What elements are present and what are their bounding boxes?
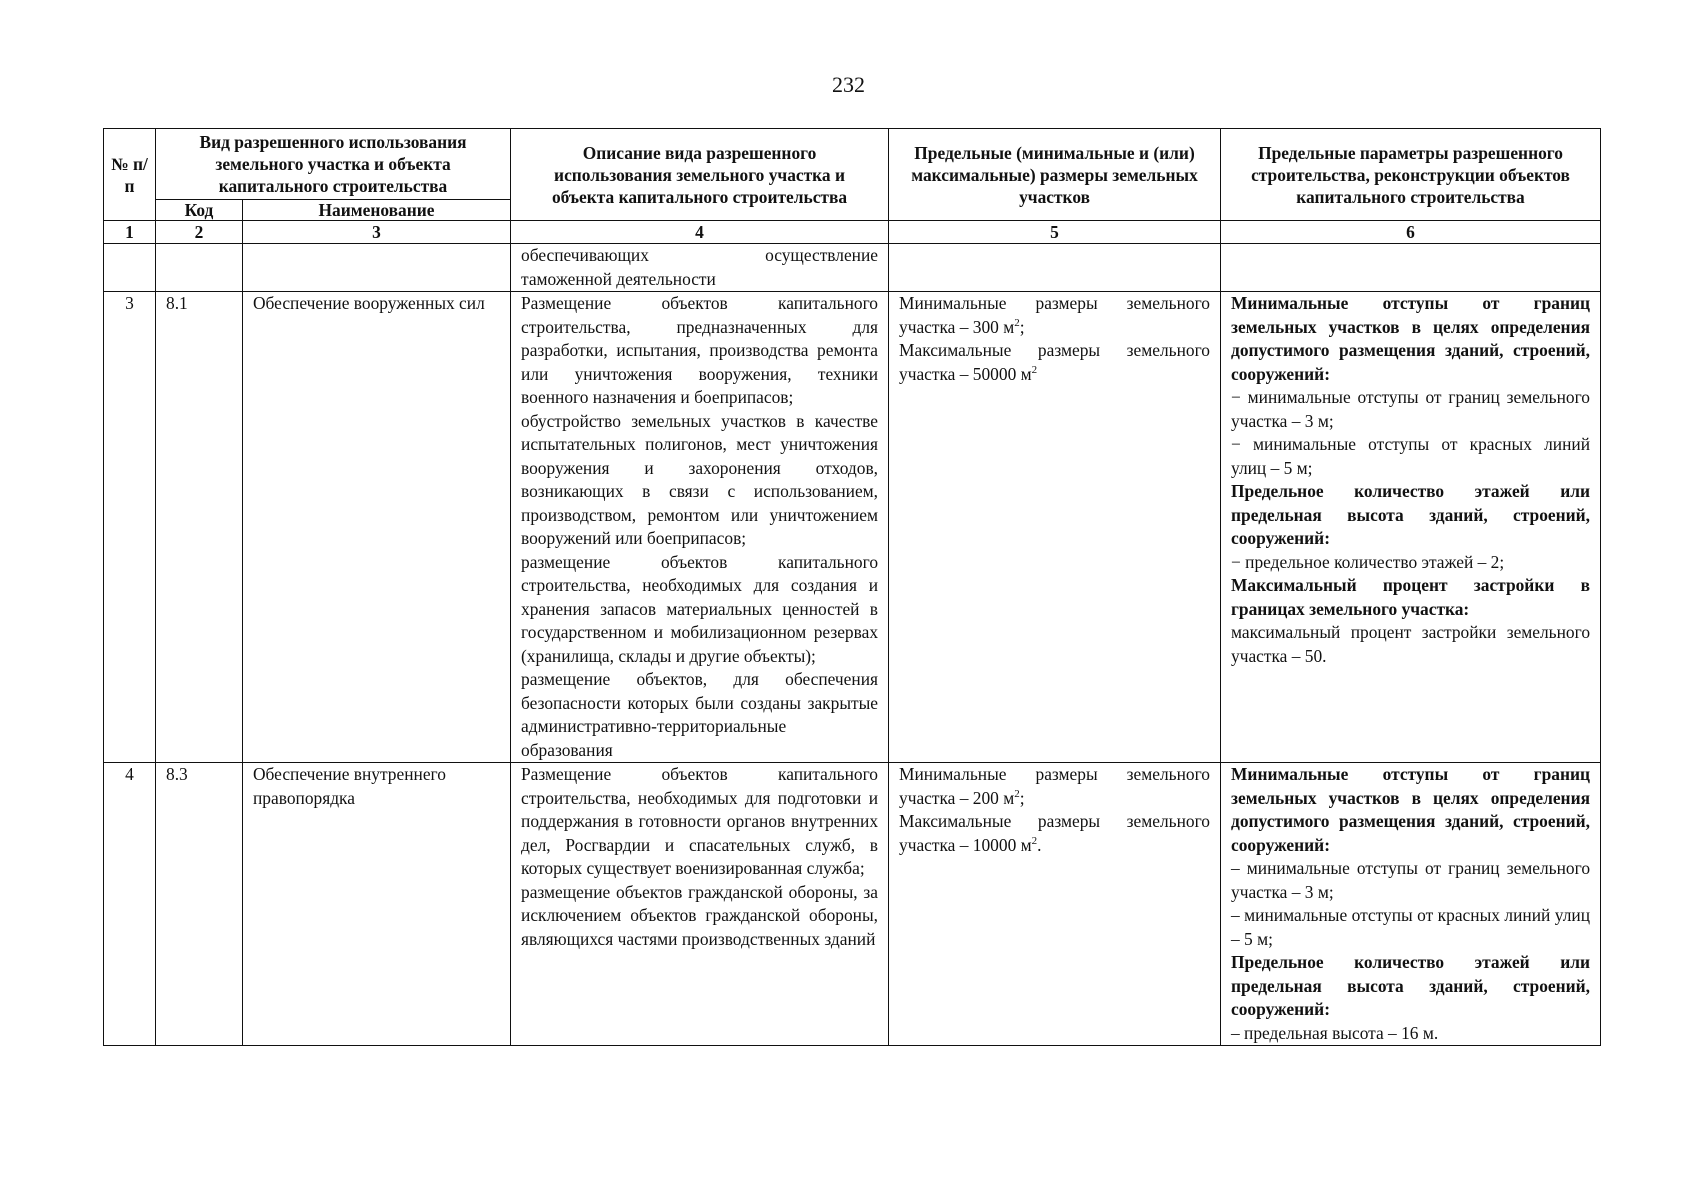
cell-sizes <box>889 763 1221 1046</box>
column-number: 1 <box>104 221 156 244</box>
cell-description <box>511 292 889 763</box>
header-code: Код <box>156 200 243 221</box>
params-heading: Предельное количество этажей или предельная высота зданий, строений, сооружений: <box>1231 952 1591 1019</box>
cell-description <box>511 244 889 292</box>
params-heading: Предельное количество этажей или предельная высота зданий, строений, сооружений: <box>1231 481 1591 548</box>
header-name: Наименование <box>243 200 511 221</box>
header-row-1 <box>104 129 1601 200</box>
params-item: − минимальные отступы от границ земельного участка – 3 м; <box>1231 387 1591 431</box>
description-paragraph: размещение объектов капитального строительства, необходимых для создания и хранения запасов материальных ценностей в государственном и мобилизационном резервах (хранилища, склады и другие объекты); <box>521 551 879 666</box>
params-item: – минимальные отступы от красных линий улиц – 5 м; <box>1231 905 1591 949</box>
params-item: − минимальные отступы от красных линий улиц – 5 м; <box>1231 434 1591 478</box>
min-size-text: Минимальные размеры земельного участка – 300 $м^2$; <box>899 293 1211 337</box>
table-row <box>104 292 1601 763</box>
cell-sizes <box>889 292 1221 763</box>
params-heading: Максимальный процент застройки в границах земельного участка: <box>1231 575 1591 619</box>
page-number: 232 <box>832 72 865 97</box>
column-number: 3 <box>243 221 511 244</box>
min-size-text: Минимальные размеры земельного участка – 200 $м^2$; <box>899 764 1211 808</box>
header-description: Описание вида разрешенного использования земельного участка и объекта капитального строительства <box>511 129 889 221</box>
header-params: Предельные параметры разрешенного строительства, реконструкции объектов капитального строительства <box>1221 129 1601 221</box>
column-number: 6 <box>1221 221 1601 244</box>
params-item: − предельное количество этажей – 2; <box>1231 551 1505 572</box>
cell-num: 4 <box>104 763 156 1046</box>
table-row <box>104 763 1601 1046</box>
description-text: обеспечивающих осуществление <box>521 245 879 265</box>
cell-params <box>1221 292 1601 763</box>
cell-sizes <box>889 244 1221 292</box>
column-number: 5 <box>889 221 1221 244</box>
params-item: максимальный процент застройки земельного участка – 50. <box>1231 622 1591 666</box>
description-paragraph: Размещение объектов капитального строительства, предназначенных для разработки, испытания, производства ремонта или уничтожения вооружения, техники военного назначения и боеприпасов; <box>521 293 879 407</box>
cell-num: 3 <box>104 292 156 763</box>
cell-num <box>104 244 156 292</box>
header-num: № п/п <box>104 129 156 221</box>
table-row <box>104 244 1601 292</box>
max-size-text: Максимальные размеры земельного участка – 10000 $м^2$. <box>899 811 1211 855</box>
description-paragraph: обустройство земельных участков в качестве испытательных полигонов, мест уничтожения вооружения и захоронения отходов, возникающих в связи с использованием, производством, ремонтом или уничтожением вооружений или боеприпасов; <box>521 410 879 548</box>
max-size-text: Максимальные размеры земельного участка – 50000 $м^2$ <box>899 340 1211 384</box>
params-item: – предельная высота – 16 м. <box>1231 1022 1439 1043</box>
cell-code: 8.3 <box>156 763 243 1046</box>
description-paragraph: размещение объектов гражданской обороны, за исключением объектов гражданской обороны, являющихся частями производственных зданий <box>521 881 879 949</box>
land-use-regulations-table <box>103 128 1601 1046</box>
column-number: 4 <box>511 221 889 244</box>
params-heading: Минимальные отступы от границ земельных участков в целях определения допустимого размещения зданий, строений, сооружений: <box>1231 293 1591 384</box>
cell-params <box>1221 763 1601 1046</box>
cell-description <box>511 763 889 1046</box>
cell-name <box>243 244 511 292</box>
cell-name: Обеспечение вооруженных сил <box>243 292 511 763</box>
description-paragraph: Размещение объектов капитального строительства, необходимых для подготовки и поддержания в готовности органов внутренних дел, Росгвардии и спасательных служб, в которых существует военизированная служба; <box>521 764 879 878</box>
header-kind: Вид разрешенного использования земельного участка и объекта капитального строительства <box>156 129 511 200</box>
cell-name: Обеспечение внутреннего правопорядка <box>243 763 511 1046</box>
cell-code <box>156 244 243 292</box>
header-sizes: Предельные (минимальные и (или) максимальные) размеры земельных участков <box>889 129 1221 221</box>
description-text: таможенной деятельности <box>521 268 716 289</box>
description-paragraph: размещение объектов, для обеспечения безопасности которых были созданы закрытые административно-территориальные образования <box>521 669 879 760</box>
cell-code: 8.1 <box>156 292 243 763</box>
column-numbers-row <box>104 221 1601 244</box>
cell-params <box>1221 244 1601 292</box>
params-heading: Минимальные отступы от границ земельных участков в целях определения допустимого размещения зданий, строений, сооружений: <box>1231 764 1591 855</box>
params-item: – минимальные отступы от границ земельного участка – 3 м; <box>1231 858 1591 902</box>
column-number: 2 <box>156 221 243 244</box>
